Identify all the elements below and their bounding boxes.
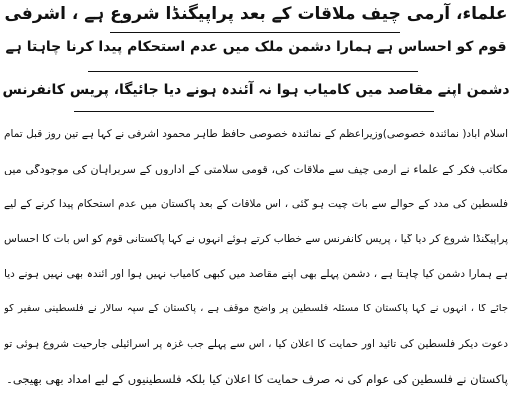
body-line: پاکستان نے فلسطین کی عوام کی نہ صرف حمایت کا اعلان کیا بلکہ فلسطینیوں کے لیے امداد بھی بھیجی۔: [6, 374, 508, 386]
body-line: ہے ہمارا دشمن کیا چاہتا ہے ، دشمن پہلے بھی اپنے مقاصد میں کبھی کامیاب نہیں ہوا اور آئندہ بھی نہیں ہونے دیا: [4, 269, 508, 280]
headline-main: علماء، آرمی چیف ملاقات کے بعد پراپیگنڈا شروع ہے ، اشرفی: [4, 4, 508, 24]
headline-tertiary: دشمن اپنے مقاصد میں کامیاب ہوا نہ آئندہ ہونے دیا جائیگا، پریس کانفرنس: [2, 82, 510, 98]
body-line: دعوت دیکر فلسطین کی تائید اور حمایت کا اعلان کیا ، اس سے پہلے جب غزہ پر اسرائیلی جارحیت شروع ہوئی تو: [4, 339, 508, 350]
body-line: جائے گا ، انہوں نے کہا پاکستان کا مسئلہ فلسطین پر واضح موقف ہے ، پاکستان کے سپہ سالار نے فلسطینی سفیر کو: [4, 304, 508, 314]
headline-divider: [110, 32, 400, 33]
headline-divider: [88, 71, 418, 72]
body-line: اسلام آباد( نمائندہ خصوصی)وزیراعظم کے نمائندہ خصوصی حافظ طاہر محمود اشرفی نے کہا ہے تین روز قبل تمام: [4, 129, 508, 140]
headline-secondary: قوم کو احساس ہے ہمارا دشمن ملک میں عدم استحکام پیدا کرنا چاہتا ہے: [5, 39, 507, 55]
body-line: پراپیگنڈا شروع کر دیا گیا ، پریس کانفرنس سے خطاب کرتے ہوئے انہوں نے کہا پاکستانی قوم کو اس بات کا احساس: [4, 234, 508, 245]
headline-divider: [74, 111, 434, 112]
body-line: مکاتب فکر کے علماء نے آرمی چیف سے ملاقات کی، قومی سلامتی کے اداروں کے سربراہان کی موجودگی میں: [4, 164, 508, 175]
body-line: فلسطین کی مدد کے حوالے سے بات چیت ہو گئی ، اس ملاقات کے بعد پاکستان میں عدم استحکام پیدا کرنے کے لیے: [4, 199, 508, 210]
